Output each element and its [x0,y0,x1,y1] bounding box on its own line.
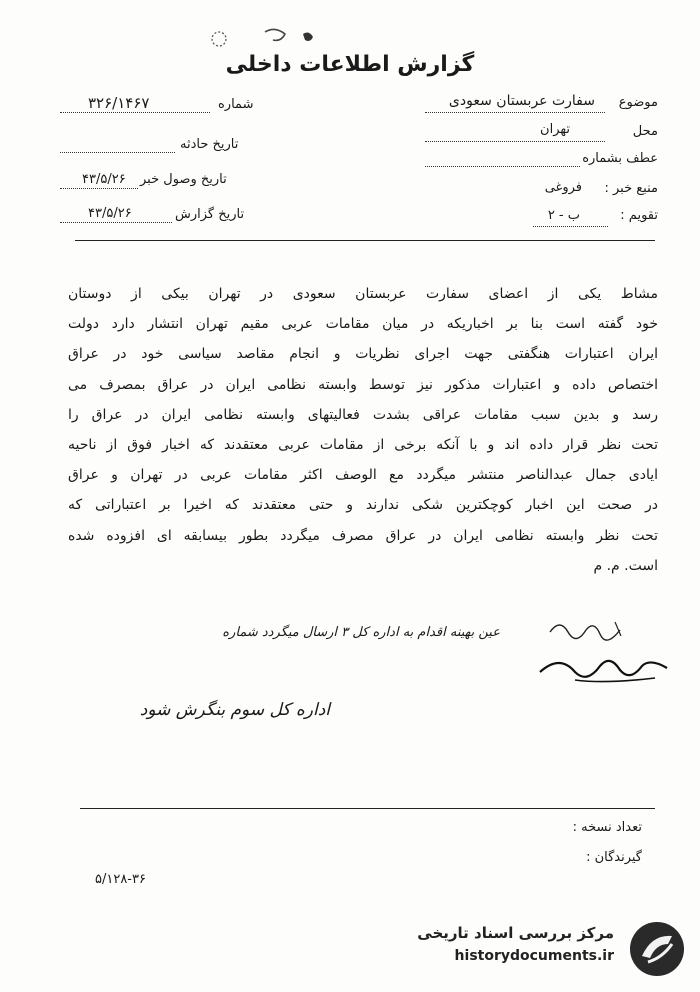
watermark-title: مرکز بررسی اسناد تاریخی [417,924,614,942]
incident-date-label: تاریخ حادثه [180,137,239,152]
report-body [68,279,658,581]
reference-line [425,166,580,167]
reference-label: عطف بشماره [582,151,658,166]
report-date-line [60,222,172,223]
location-line [425,141,605,142]
header-divider [75,240,655,241]
received-date-line [60,188,138,189]
number-label: شماره [218,97,254,112]
report-date-value: ۴۳/۵/۲۶ [88,206,132,221]
body-line: تحت نظر وابسته نظامی ایران در عراق مصرف میگردد بطور بیسابقه ای افزوده شده [68,527,658,544]
page-title: گزارش اطلاعات داخلی [225,52,475,77]
subject-line [425,112,605,113]
watermark [362,918,692,978]
number-line [60,112,210,113]
location-value: تهران [540,122,570,137]
stamp-mark [205,22,325,56]
body-line: مشاط یکی از اعضای سفارت عربستان سعودی در تهران بیکی از دوستان [68,286,658,302]
footer-divider [80,808,655,809]
report-date-label: تاریخ گزارش [175,207,245,222]
body-line: است. م. م [593,557,658,574]
watermark-url: historydocuments.ir [454,948,614,964]
source-label: منبع خبر : [604,181,658,196]
rating-value: ب - ۲ [547,208,580,223]
location-label: محل [632,124,658,139]
initials-signature [545,614,635,644]
received-date-value: ۴۳/۵/۲۶ [82,172,126,187]
body-line: ایران اعتبارات هنگفتی جهت اجرای نظریات و انجام مقاصد سیاسی خود در عراق [68,346,658,363]
rating-line [533,226,608,227]
copies-label: تعداد نسخه : [572,820,642,835]
body-line: در صحت این اخبار کوچکترین شکی ندارند و حتی معتقدند که اخیرا بر اعتباراتی که [68,497,658,514]
subject-value: سفارت عربستان سعودی [448,93,595,109]
handwritten-note: عین بهینه اقدام به اداره کل ۳ ارسال میگردد شماره [222,625,500,640]
body-line: ایادی جمال عبدالناصر منتشر میگردد مع الوصف اکثر مقامات عربی در تهران و عراق [68,467,658,484]
source-value: فروغی [544,180,582,195]
received-date-label: تاریخ وصول خبر [140,172,227,187]
subject-label: موضوع [618,95,658,110]
rating-label: تقویم : [620,208,658,223]
body-line: اختصاص داده و اعتبارات مذکور نیز توسط وابسته نظامی ایران در عراق بمصرف می [68,376,658,393]
body-line: تحت نظر قرار داده اند و با آنکه برخی از مقامات عربی معتقدند که اخبار فوق از ناحیه [68,437,658,454]
handwritten-note-2: اداره کل سوم بنگرش شود [139,700,330,720]
number-value: ۳۲۶/۱۴۶۷ [88,94,150,112]
body-line: خود گفته است بنا بر اخباریکه در میان مقامات عربی مقیم تهران انتشار دارد دولت [68,316,658,333]
document-code: ۵/۱۲۸-۳۶ [95,872,146,887]
recipients-label: گیرندگان : [586,850,642,865]
body-line: رسد و بدین سبب مقامات عراقی بشدت فعالیتهای وابسته نظامی ایران در عراق را [68,406,658,423]
incident-date-line [60,152,175,153]
archive-logo-icon [628,920,686,978]
signature [535,650,675,690]
